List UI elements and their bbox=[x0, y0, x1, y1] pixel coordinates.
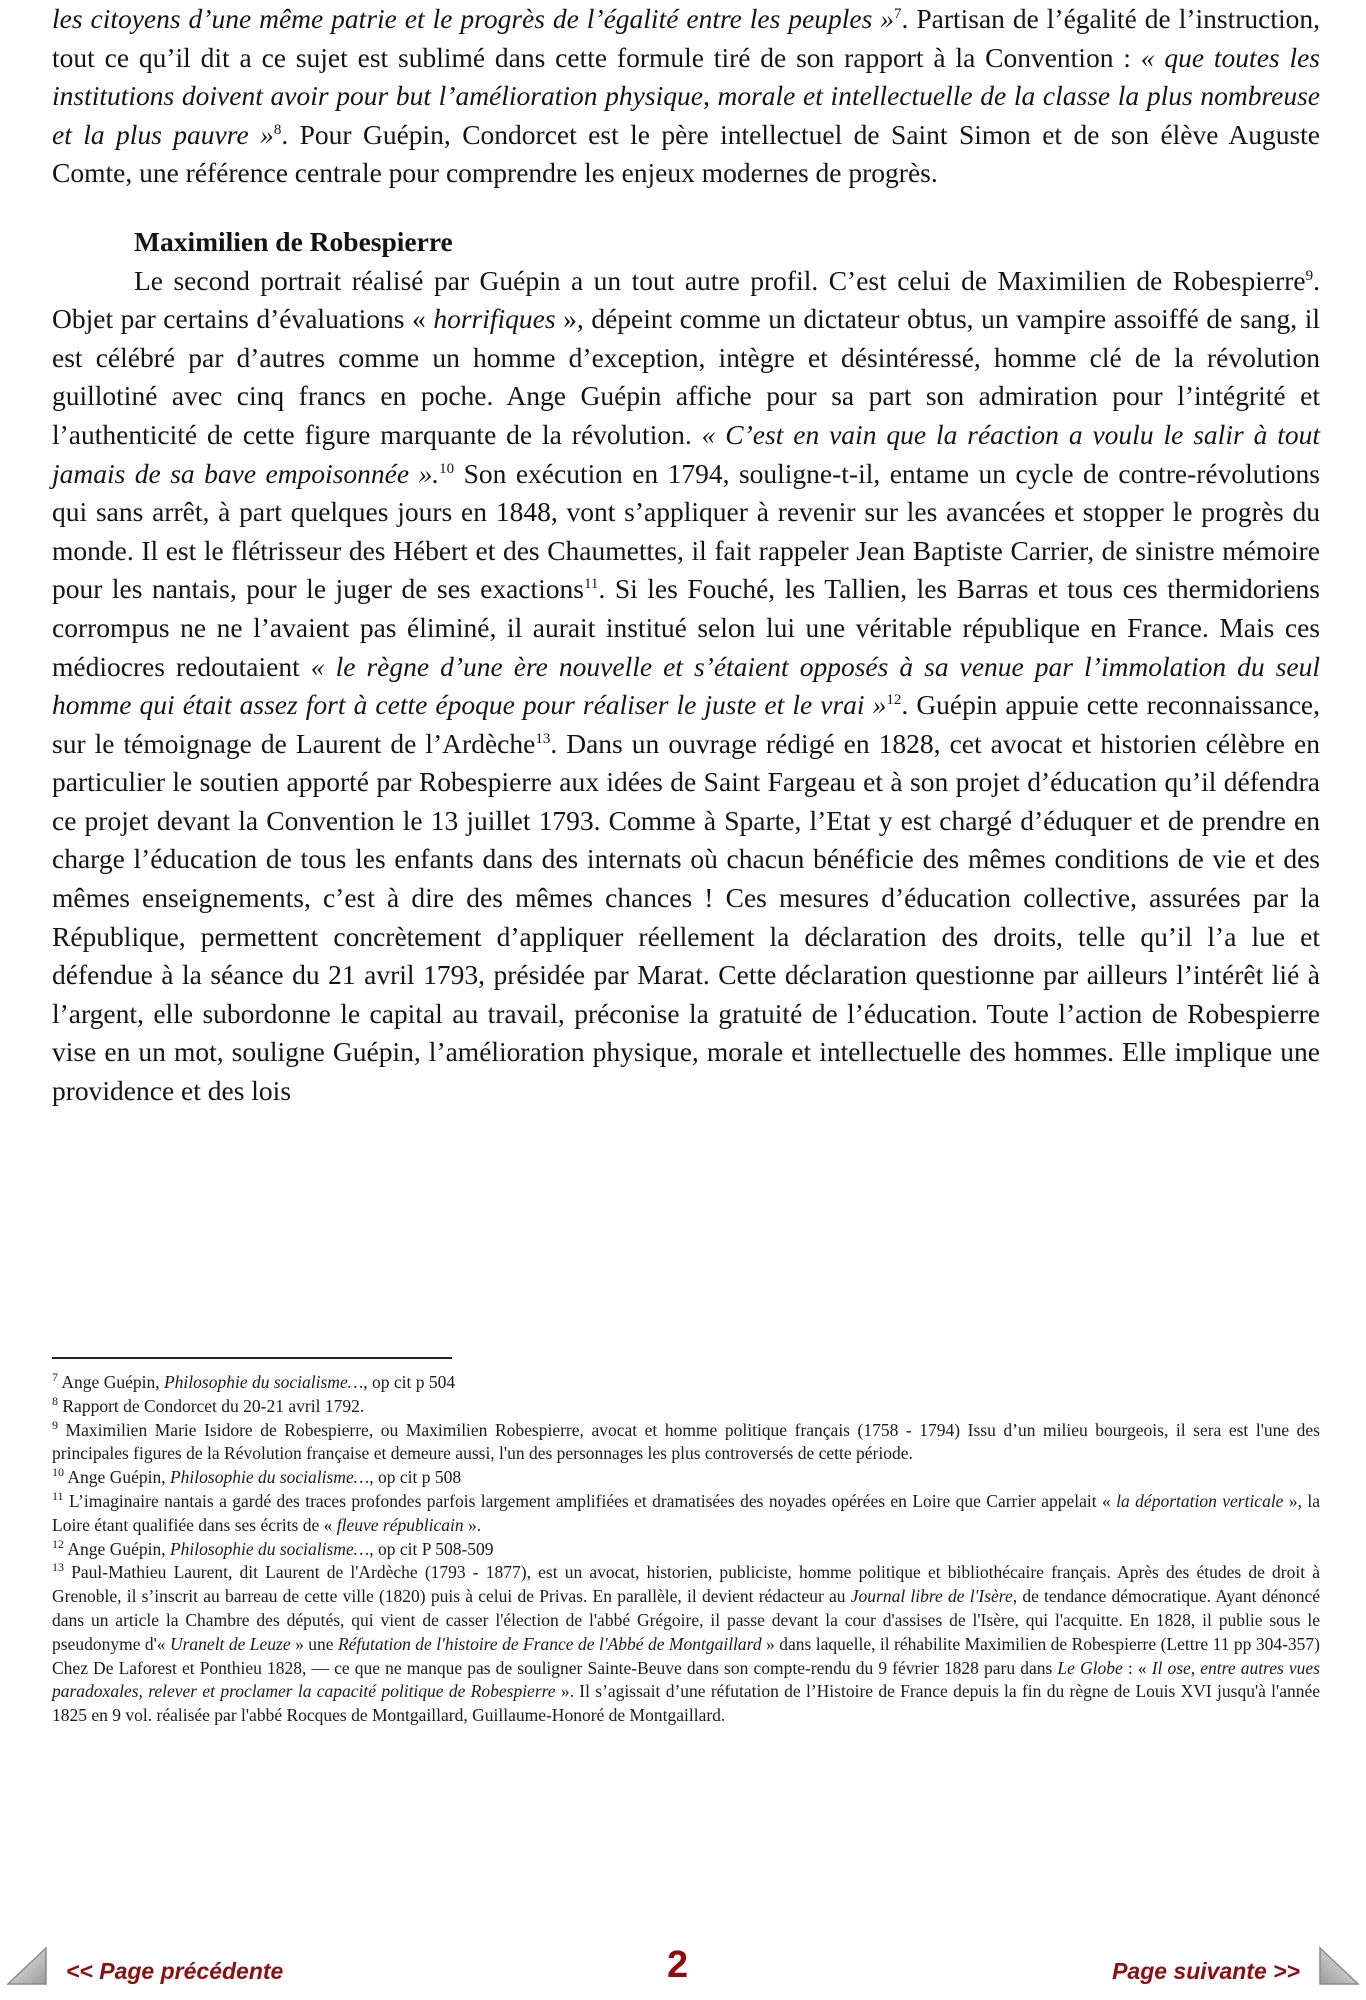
footnote-11 bbox=[52, 1490, 1320, 1538]
book-title: Philosophie du socialisme…, bbox=[163, 1372, 368, 1392]
paragraph-text: . Partisan de l’égalité de l’instruction, tout ce qu’il dit a ce sujet est sublimé dans cette formule tiré de son rapport à la Convention : bbox=[52, 3, 1321, 73]
note-ref[interactable]: 12 bbox=[886, 691, 902, 708]
footnote-text: Ange Guépin, bbox=[61, 1372, 164, 1392]
quote-text: Il ose, entre autres vues paradoxales, relever et proclamer la capacité politique de Robespierre bbox=[52, 1657, 1320, 1702]
footnote-text: ». Il s’agissait d’une réfutation de l’Histoire de France depuis la fin du règne de Louis XVI jusqu'à l'année 1825 en 9 vol. réalisée par l'abbé Rocques de Montgaillard, Guillaume-Honoré de Montgaillard. bbox=[52, 1681, 1320, 1726]
paragraph-text: Son exécution en 1794, souligne-t-il, entame un cycle de contre-révolutions qui sans arrêt, à part quelques jours en 1848, vont s’appliquer à revenir sur les avancées et stopper le progrès du monde. Il est le flétrisseur des Hébert et des Chaumettes, il fait rappeler Jean Baptiste Carrier, de sinistre mémoire pour les nantais, pour le juger de ses exactions bbox=[52, 457, 1320, 605]
paragraph-text: », dépeint comme un dictateur obtus, un vampire assoiffé de sang, il est célébré par d’autres comme un homme d’exception, intègre et désintéressé, homme clé de la révolution guillotiné avec cinq francs en poche. Ange Guépin affiche pour sa part son admiration pour l’intégrité et l’authenticité de cette figure marquante de la révolution. bbox=[52, 303, 1320, 450]
page-number: 2 bbox=[667, 1944, 689, 1986]
footnote-text: Ange Guépin, bbox=[67, 1538, 170, 1559]
triangle-right-icon[interactable] bbox=[1318, 1944, 1364, 1995]
footnote-number: 11 bbox=[52, 1489, 64, 1504]
next-page-link[interactable]: Page suivante >> bbox=[1112, 1958, 1300, 1984]
footnote-text: ». bbox=[463, 1514, 482, 1535]
footnote-text: Paul-Mathieu Laurent, dit Laurent de l'Ardèche (1793 - 1877), est un avocat, historien, publiciste, homme politique et bibliothécaire français. Après des études de droit à Grenoble, il s’inscrit au barreau de cette ville (1820) puis à celui de Privas. En parallèle, il devient rédacteur au bbox=[52, 1562, 1320, 1607]
footnote-9 bbox=[52, 1419, 1320, 1467]
note-ref[interactable]: 13 bbox=[535, 730, 551, 747]
book-title: Philosophie du socialisme…, bbox=[169, 1467, 374, 1488]
footnote-8 bbox=[52, 1395, 1320, 1419]
footnote-text: L’imaginaire nantais a gardé des traces profondes parfois largement amplifiées et dramatisées des noyades opérées en Loire que Carrier appelait « bbox=[68, 1490, 1117, 1511]
quote-text: « le règne d’une ère nouvelle et s’étaient opposés à sa venue par l’immolation du seul homme qui était assez fort à cette époque pour réaliser le juste et le vrai » bbox=[52, 650, 1320, 721]
footnote-text: » une bbox=[290, 1633, 338, 1654]
paragraph-text: . Objet par certains d’évaluations « bbox=[52, 264, 1320, 335]
triangle-left-icon[interactable] bbox=[2, 1944, 48, 1995]
page-navigation bbox=[0, 1938, 1366, 2000]
paragraph-text: . Guépin appuie cette reconnaissance, sur le témoignage de Laurent de l’Ardèche bbox=[52, 689, 1320, 759]
footnote-text: : « bbox=[1122, 1657, 1152, 1678]
footnote-12 bbox=[52, 1538, 1320, 1562]
footnote-number: 9 bbox=[52, 1417, 58, 1432]
footnote-text: », la Loire étant qualifiée dans ses écrits de « bbox=[52, 1490, 1321, 1535]
footnotes bbox=[52, 1357, 1320, 1728]
pseudonym-text: Uranelt de Leuze bbox=[169, 1633, 291, 1654]
footnote-separator bbox=[52, 1357, 452, 1359]
footnote-text: Rapport de Condorcet du 20-21 avril 1792. bbox=[62, 1395, 365, 1416]
paragraph-text: . Pour Guépin, Condorcet est le père intellectuel de Saint Simon et de son élève Auguste Comte, une référence centrale pour comprendre les enjeux modernes de progrès. bbox=[52, 118, 1320, 189]
footnote-7 bbox=[52, 1371, 1320, 1395]
paragraph-text: . Dans un ouvrage rédigé en 1828, cet avocat et historien célèbre en particulier le soutien apporté par Robespierre aux idées de Saint Fargeau et à son projet d’éducation qu’il défendra ce projet devant la Convention le 13 juillet 1793. Comme à Sparte, l’Etat y est chargé d’éduquer et de prendre en charge l’éducation de tous les enfants dans des internats où chacun bénéficie des mêmes conditions de vie et des mêmes enseignements, c’est à dire des mêmes chances ! Ces mesures d’éducation collective, assurées par la République, permettent concrètement d’appliquer réellement la déclaration des droits, telle qu’il l’a lue et défendue à la séance du 21 avril 1793, présidée par Marat. Cette déclaration questionne par ailleurs l’intérêt lié à l’argent, elle subordonne le capital au travail, préconise la gratuité de l’éducation. Toute l’action de Robespierre vise en un mot, souligne Guépin, l’amélioration physique, morale et intellectuelle des hommes. Elle implique une providence et des lois bbox=[52, 727, 1320, 1107]
note-ref[interactable]: 10 bbox=[439, 460, 455, 477]
footnote-number: 7 bbox=[52, 1370, 58, 1385]
quote-text: les citoyens d’une même patrie et le progrès de l’égalité entre les peuples » bbox=[52, 3, 894, 34]
quote-text: « que toutes les institutions doivent avoir pour but l’amélioration physique, morale et intellectuelle de la classe la plus nombreuse et la plus pauvre » bbox=[52, 41, 1320, 150]
section-heading: Maximilien de Robespierre bbox=[134, 225, 453, 257]
footnote-number: 8 bbox=[52, 1393, 58, 1408]
book-title: Réfutation de l'histoire de France de l'Abbé de Montgaillard bbox=[337, 1633, 762, 1654]
footnote-text: Ange Guépin, bbox=[67, 1467, 170, 1488]
paragraph-robespierre bbox=[52, 262, 1320, 1111]
footnote-10 bbox=[52, 1466, 1320, 1490]
footnote-text: op cit P 508-509 bbox=[373, 1538, 494, 1559]
footnote-text: op cit p 508 bbox=[373, 1467, 462, 1488]
footnote-text: » dans laquelle, il réhabilite Maximilien de Robespierre (Lettre 11 pp 304-357) Chez De Laforest et Ponthieu 1828, — ce que ne manque pas de souligner Sainte-Beuve dans son compte-rendu du 9 février 1828 paru dans bbox=[52, 1633, 1320, 1678]
footnote-13 bbox=[52, 1561, 1320, 1728]
emphasis-text: horrifiques bbox=[433, 303, 556, 335]
footnote-number: 10 bbox=[52, 1465, 64, 1480]
note-ref[interactable]: 9 bbox=[1305, 267, 1314, 284]
journal-title: Journal libre de l'Isère bbox=[850, 1586, 1013, 1607]
note-ref[interactable]: 11 bbox=[583, 576, 599, 593]
journal-title: Le Globe bbox=[1057, 1657, 1123, 1678]
quote-text: « C’est en vain que la réaction a voulu le salir à tout jamais de sa bave empoisonnée ». bbox=[52, 418, 1321, 489]
footnote-number: 13 bbox=[52, 1560, 64, 1575]
paragraph-condorcet bbox=[52, 0, 1320, 193]
previous-page-link[interactable]: << Page précédente bbox=[66, 1958, 284, 1984]
footnote-number: 12 bbox=[52, 1536, 64, 1551]
quote-text: fleuve républicain bbox=[336, 1514, 464, 1535]
footnote-text: , de tendance démocratique. Ayant dénoncé dans un article la Chambre des députés, qui vient de casser l'élection de l'abbé Grégoire, il passe devant la cour d'assises de l'Isère, qui l'acquitte. En 1828, il publie sous le pseudonyme d'« bbox=[52, 1586, 1320, 1654]
footnote-text: op cit p 504 bbox=[367, 1372, 456, 1392]
article-body bbox=[52, 0, 1320, 1111]
book-title: Philosophie du socialisme…, bbox=[169, 1538, 374, 1559]
note-ref[interactable]: 7 bbox=[894, 5, 902, 22]
note-ref[interactable]: 8 bbox=[273, 121, 282, 138]
quote-text: la déportation verticale bbox=[1116, 1490, 1284, 1511]
paragraph-text: . Si les Fouché, les Tallien, les Barras et tous ces thermidoriens corrompus ne ne l’avaient pas éliminé, il aurait institué selon lui une véritable république en France. Mais ces médiocres redoutaient bbox=[52, 573, 1320, 682]
paragraph-text: Le second portrait réalisé par Guépin a un tout autre profil. C’est celui de Maximilien de Robespierre bbox=[134, 264, 1306, 296]
footnote-text: Maximilien Marie Isidore de Robespierre, ou Maximilien Robespierre, avocat et homme politique français (1758 - 1794) Issu d’un milieu bourgeois, il sera est l'une des principales figures de la Révolution française et demeure aussi, l'un des personnages les plus controversés de cette période. bbox=[52, 1419, 1320, 1464]
